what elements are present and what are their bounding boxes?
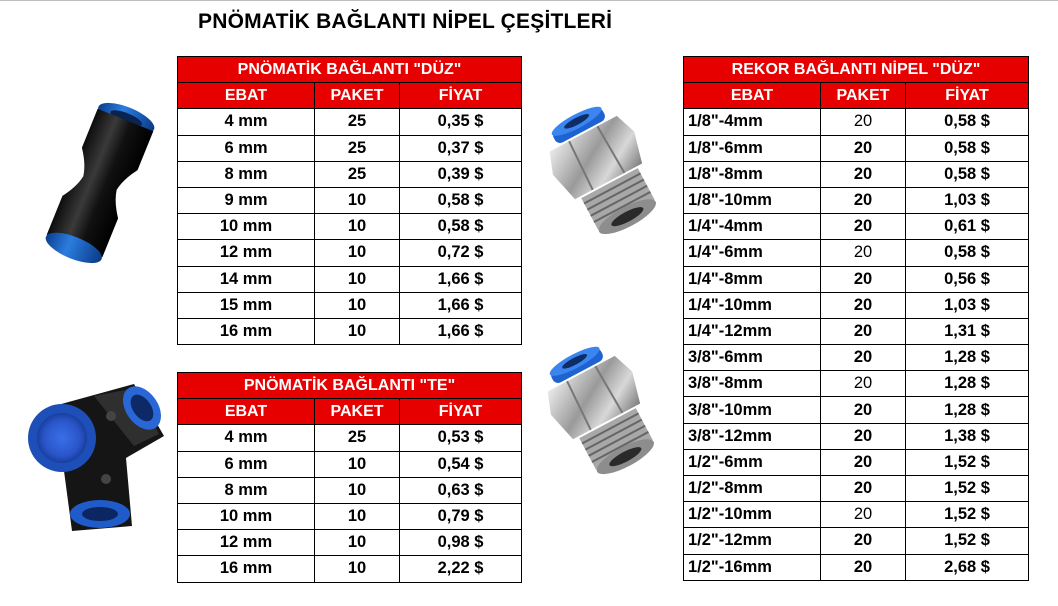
straight-push-fitting-image (28, 95, 173, 270)
cell-ebat: 15 mm (178, 292, 315, 318)
table-tee-fitting (177, 372, 522, 583)
cell-ebat: 1/4"-6mm (684, 240, 821, 266)
table-row (178, 266, 522, 292)
cell-fiyat: 0,58 $ (906, 135, 1029, 161)
cell-fiyat: 0,53 $ (400, 425, 522, 451)
table-row (684, 318, 1029, 344)
cell-ebat: 1/2"-16mm (684, 554, 821, 580)
table-row (684, 371, 1029, 397)
cell-fiyat: 0,39 $ (400, 161, 522, 187)
table-row (684, 266, 1029, 292)
table-row (178, 109, 522, 135)
cell-fiyat: 0,35 $ (400, 109, 522, 135)
table-row (178, 477, 522, 503)
cell-fiyat: 0,37 $ (400, 135, 522, 161)
cell-paket: 20 (821, 423, 906, 449)
cell-paket: 20 (821, 449, 906, 475)
table-row (684, 476, 1029, 502)
cell-paket: 20 (821, 528, 906, 554)
cell-paket: 20 (821, 292, 906, 318)
cell-paket: 20 (821, 240, 906, 266)
cell-paket: 10 (315, 240, 400, 266)
cell-paket: 20 (821, 135, 906, 161)
table-row (178, 161, 522, 187)
cell-fiyat: 1,52 $ (906, 476, 1029, 502)
column-header-paket: PAKET (315, 83, 400, 109)
table-row (178, 503, 522, 529)
table-row (684, 449, 1029, 475)
table-title: REKOR BAĞLANTI NİPEL "DÜZ" (684, 57, 1029, 83)
threaded-straight-fitting-image-2 (526, 345, 676, 480)
cell-paket: 10 (315, 318, 400, 344)
table-row (684, 423, 1029, 449)
cell-fiyat: 1,31 $ (906, 318, 1029, 344)
column-header-paket: PAKET (315, 399, 400, 425)
table-row (178, 214, 522, 240)
cell-fiyat: 0,98 $ (400, 530, 522, 556)
cell-fiyat: 1,38 $ (906, 423, 1029, 449)
table-row (178, 135, 522, 161)
cell-fiyat: 1,66 $ (400, 292, 522, 318)
cell-paket: 20 (821, 554, 906, 580)
cell-ebat: 1/4"-8mm (684, 266, 821, 292)
cell-paket: 20 (821, 476, 906, 502)
cell-fiyat: 1,28 $ (906, 371, 1029, 397)
cell-fiyat: 0,61 $ (906, 214, 1029, 240)
cell-ebat: 3/8"-8mm (684, 371, 821, 397)
table-row (684, 135, 1029, 161)
cell-ebat: 1/2"-8mm (684, 476, 821, 502)
cell-ebat: 3/8"-6mm (684, 345, 821, 371)
table-row (684, 292, 1029, 318)
cell-paket: 10 (315, 503, 400, 529)
cell-ebat: 1/4"-10mm (684, 292, 821, 318)
cell-fiyat: 0,58 $ (906, 161, 1029, 187)
cell-paket: 20 (821, 397, 906, 423)
cell-fiyat: 0,58 $ (400, 187, 522, 213)
cell-ebat: 12 mm (178, 240, 315, 266)
cell-ebat: 1/8"-4mm (684, 109, 821, 135)
cell-ebat: 8 mm (178, 477, 315, 503)
cell-fiyat: 0,72 $ (400, 240, 522, 266)
cell-paket: 20 (821, 318, 906, 344)
cell-paket: 20 (821, 502, 906, 528)
cell-ebat: 1/4"-4mm (684, 214, 821, 240)
cell-ebat: 6 mm (178, 451, 315, 477)
cell-paket: 10 (315, 214, 400, 240)
cell-paket: 10 (315, 477, 400, 503)
table-threaded-fitting (683, 56, 1029, 581)
cell-ebat: 8 mm (178, 161, 315, 187)
cell-fiyat: 1,52 $ (906, 502, 1029, 528)
cell-fiyat: 0,79 $ (400, 503, 522, 529)
cell-fiyat: 0,58 $ (906, 240, 1029, 266)
cell-ebat: 3/8"-10mm (684, 397, 821, 423)
table-row (178, 530, 522, 556)
table-title: PNÖMATİK BAĞLANTI "TE" (178, 373, 522, 399)
cell-paket: 10 (315, 266, 400, 292)
cell-ebat: 10 mm (178, 214, 315, 240)
cell-fiyat: 1,28 $ (906, 345, 1029, 371)
table-row (684, 502, 1029, 528)
table-row (178, 318, 522, 344)
column-header-ebat: EBAT (684, 83, 821, 109)
cell-ebat: 4 mm (178, 109, 315, 135)
cell-fiyat: 1,52 $ (906, 528, 1029, 554)
cell-ebat: 10 mm (178, 503, 315, 529)
cell-fiyat: 1,03 $ (906, 292, 1029, 318)
cell-ebat: 14 mm (178, 266, 315, 292)
tee-push-fitting-image (14, 376, 169, 536)
table-row (684, 161, 1029, 187)
cell-ebat: 1/4"-12mm (684, 318, 821, 344)
table-row (178, 451, 522, 477)
cell-paket: 25 (315, 425, 400, 451)
column-header-ebat: EBAT (178, 83, 315, 109)
cell-paket: 20 (821, 214, 906, 240)
cell-paket: 25 (315, 135, 400, 161)
cell-fiyat: 0,56 $ (906, 266, 1029, 292)
cell-fiyat: 1,03 $ (906, 187, 1029, 213)
cell-fiyat: 0,54 $ (400, 451, 522, 477)
cell-fiyat: 1,52 $ (906, 449, 1029, 475)
cell-paket: 25 (315, 161, 400, 187)
cell-paket: 10 (315, 187, 400, 213)
table-straight-fitting (177, 56, 522, 345)
table-row (178, 425, 522, 451)
table-row (684, 397, 1029, 423)
cell-paket: 20 (821, 109, 906, 135)
cell-fiyat: 2,68 $ (906, 554, 1029, 580)
page-title: PNÖMATİK BAĞLANTI NİPEL ÇEŞİTLERİ (198, 10, 613, 33)
cell-ebat: 1/8"-8mm (684, 161, 821, 187)
table-row (684, 240, 1029, 266)
cell-ebat: 9 mm (178, 187, 315, 213)
cell-ebat: 1/8"-10mm (684, 187, 821, 213)
cell-paket: 10 (315, 292, 400, 318)
table-row (684, 345, 1029, 371)
cell-fiyat: 0,58 $ (400, 214, 522, 240)
cell-ebat: 1/2"-6mm (684, 449, 821, 475)
table-row (684, 214, 1029, 240)
cell-ebat: 3/8"-12mm (684, 423, 821, 449)
cell-fiyat: 1,66 $ (400, 266, 522, 292)
cell-ebat: 16 mm (178, 556, 315, 582)
column-header-fiyat: FİYAT (906, 83, 1029, 109)
column-header-ebat: EBAT (178, 399, 315, 425)
table-row (178, 292, 522, 318)
cell-paket: 20 (821, 345, 906, 371)
table-row (178, 187, 522, 213)
cell-paket: 10 (315, 556, 400, 582)
top-divider (0, 0, 1058, 1)
table-row (684, 187, 1029, 213)
cell-fiyat: 2,22 $ (400, 556, 522, 582)
cell-fiyat: 0,58 $ (906, 109, 1029, 135)
cell-paket: 10 (315, 451, 400, 477)
table-row (684, 528, 1029, 554)
cell-ebat: 1/2"-10mm (684, 502, 821, 528)
table-row (684, 554, 1029, 580)
cell-ebat: 16 mm (178, 318, 315, 344)
column-header-fiyat: FİYAT (400, 83, 522, 109)
cell-paket: 20 (821, 266, 906, 292)
threaded-straight-fitting-image (528, 105, 678, 240)
cell-paket: 25 (315, 109, 400, 135)
cell-paket: 20 (821, 161, 906, 187)
cell-fiyat: 1,66 $ (400, 318, 522, 344)
cell-ebat: 1/2"-12mm (684, 528, 821, 554)
table-row (684, 109, 1029, 135)
table-row (178, 240, 522, 266)
cell-ebat: 12 mm (178, 530, 315, 556)
cell-paket: 20 (821, 187, 906, 213)
cell-ebat: 6 mm (178, 135, 315, 161)
column-header-paket: PAKET (821, 83, 906, 109)
cell-ebat: 1/8"-6mm (684, 135, 821, 161)
cell-fiyat: 1,28 $ (906, 397, 1029, 423)
column-header-fiyat: FİYAT (400, 399, 522, 425)
cell-paket: 20 (821, 371, 906, 397)
cell-ebat: 4 mm (178, 425, 315, 451)
table-title: PNÖMATİK BAĞLANTI "DÜZ" (178, 57, 522, 83)
table-row (178, 556, 522, 582)
cell-paket: 10 (315, 530, 400, 556)
cell-fiyat: 0,63 $ (400, 477, 522, 503)
